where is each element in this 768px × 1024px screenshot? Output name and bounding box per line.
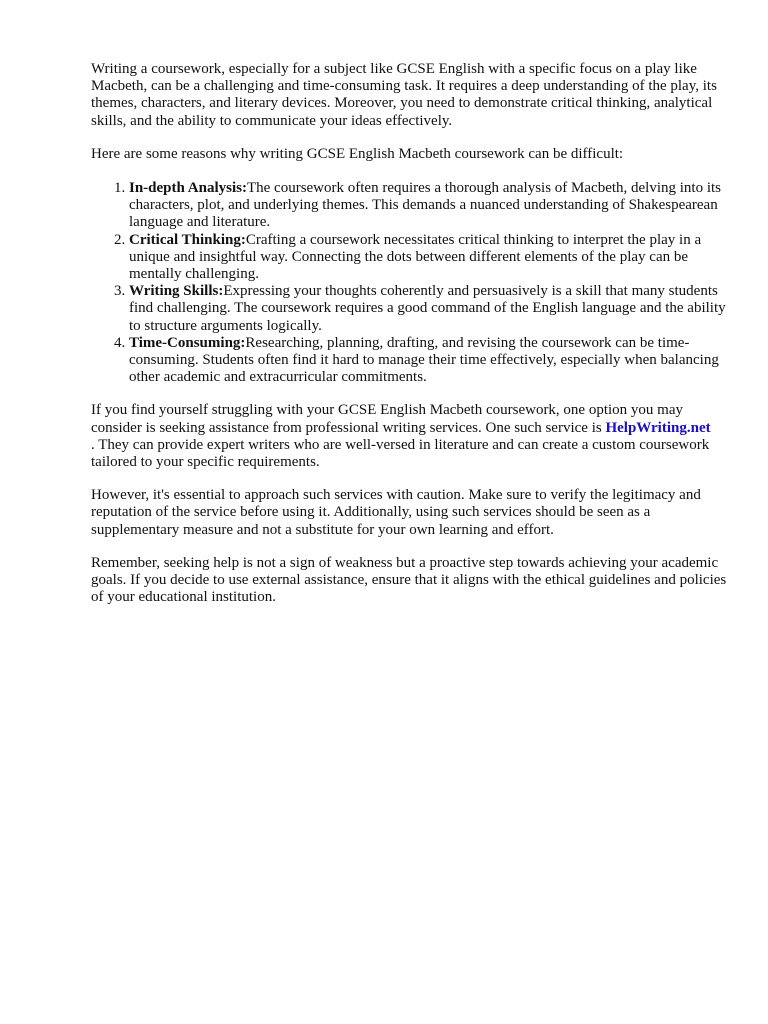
- service-text-after: . They can provide expert writers who are well-versed in literature and can create a custom coursework tailored to your specific requirements.: [91, 436, 710, 471]
- list-item: [129, 283, 731, 335]
- list-item-text: Researching, planning, drafting, and revising the coursework can be time-consuming. Students often find it hard to manage their time effectively, especially when balancing other academic and extracurricular commitments.: [129, 334, 719, 386]
- intro-paragraph: Writing a coursework, especially for a subject like GCSE English with a specific focus on a play like Macbeth, can be a challenging and time-consuming task. It requires a deep understanding of the play, its themes, characters, and literary devices. Moreover, you need to demonstrate critical thinking, analytical skills, and the ability to communicate your ideas effectively.: [91, 61, 717, 129]
- list-item-term: Critical Thinking:: [129, 231, 246, 248]
- list-item-term: Writing Skills:: [129, 283, 224, 300]
- reasons-intro: Here are some reasons why writing GCSE English Macbeth coursework can be difficult:: [91, 145, 624, 162]
- list-item-text: Crafting a coursework necessitates critical thinking to interpret the play in a unique and insightful way. Connecting the dots between different elements of the play can be mentally challenging.: [129, 231, 702, 283]
- closing-paragraph: Remember, seeking help is not a sign of weakness but a proactive step towards achieving your academic goals. If you decide to use external assistance, ensure that it aligns with the ethical guidelines and policies of your educational institution.: [91, 554, 727, 606]
- list-item-text: Expressing your thoughts coherently and persuasively is a skill that many students find challenging. The coursework requires a good command of the English language and the ability to structure arguments logically.: [129, 283, 726, 334]
- list-item: [129, 335, 731, 387]
- service-text-before: If you find yourself struggling with your GCSE English Macbeth coursework, one option you may consider is seeking assistance from professional writing services. One such service is: [91, 402, 684, 436]
- document-page: [91, 61, 731, 622]
- list-item: [129, 180, 731, 232]
- list-item: [129, 232, 731, 284]
- list-item-term: In-depth Analysis:: [129, 180, 247, 197]
- service-paragraph: [91, 402, 731, 471]
- helpwriting-link[interactable]: HelpWriting.net: [605, 419, 711, 436]
- list-item-term: Time-Consuming:: [129, 334, 246, 351]
- reasons-list: [91, 180, 731, 386]
- caution-paragraph: However, it's essential to approach such services with caution. Make sure to verify the legitimacy and reputation of the service before using it. Additionally, using such services should be seen as a supplementary measure and not a substitute for your own learning and effort.: [91, 487, 701, 538]
- list-item-text: The coursework often requires a thorough analysis of Macbeth, delving into its characters, plot, and underlying themes. This demands a nuanced understanding of Shakespearean language and literature.: [129, 180, 722, 231]
